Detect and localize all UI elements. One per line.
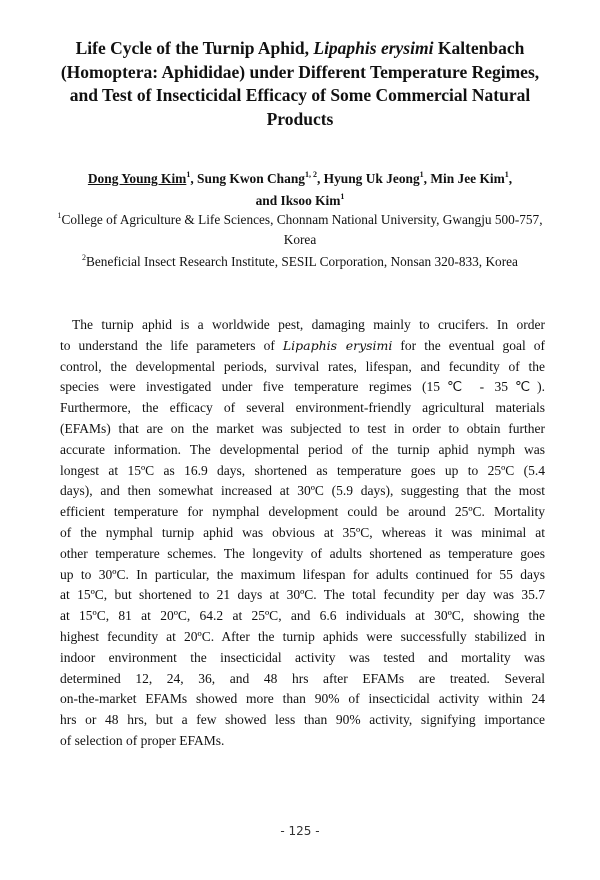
abstract-line bbox=[60, 419, 545, 440]
affiliation-marker: 2 bbox=[82, 253, 87, 262]
author bbox=[88, 171, 190, 186]
abstract-line bbox=[60, 377, 545, 398]
author-name: Dong Young Kim bbox=[87, 171, 187, 186]
author bbox=[430, 171, 508, 186]
abstract-text: of selection of proper EFAMs. bbox=[60, 732, 225, 748]
abstract-line bbox=[60, 398, 545, 419]
abstract-text: efficient temperature for nymphal development could be around 25ºC. Mortality bbox=[60, 504, 545, 520]
abstract-line bbox=[60, 481, 545, 502]
author bbox=[197, 171, 317, 186]
author-name: Sung Kwon Chang bbox=[197, 171, 305, 186]
author-list: Dong Young Kim$^1$, Sung Kwon Chang$^{1, 2}$, Hyung Uk Jeong$^1$, Min Jee Kim$^1$, and Iksoo Kim$^1$ bbox=[87, 170, 513, 208]
affiliation-text: College of Agriculture & Life Sciences, Chonnam National University, Gwangju 500-757, Korea bbox=[61, 212, 543, 247]
abstract-line bbox=[60, 502, 545, 523]
author-affiliation-marker: 1 bbox=[340, 192, 345, 201]
abstract-text: of the nymphal turnip aphid was obvious at 35ºC, whereas it was minimal at bbox=[60, 524, 545, 540]
author-affiliation-marker: 1 bbox=[186, 170, 191, 179]
author-name: Iksoo Kim bbox=[280, 193, 341, 208]
author-affiliation-marker: 1, 2 bbox=[304, 170, 317, 179]
abstract bbox=[60, 315, 545, 752]
affiliation-marker: 1 bbox=[57, 211, 62, 220]
abstract-text: other temperature schemes. The longevity of adults shortened as temperature goes bbox=[60, 545, 545, 561]
abstract-text: up to 30ºC. In particular, the maximum lifespan for adults continued for 55 days bbox=[60, 566, 545, 582]
affiliation-1 bbox=[40, 210, 560, 250]
abstract-line bbox=[60, 648, 545, 669]
abstract-text: determined 12, 24, 36, and 48 hrs after EFAMs are treated. Several bbox=[60, 670, 545, 686]
author-name: Min Jee Kim bbox=[430, 171, 505, 186]
abstract-text: (EFAMs) that are on the market was subjected to test in order to obtain further bbox=[60, 420, 545, 436]
title-part-1: Life Cycle of the Turnip Aphid, bbox=[75, 38, 314, 58]
author-affiliation-marker: 1 bbox=[504, 170, 509, 179]
abstract-text: at 15ºC, 81 at 20ºC, 64.2 at 25ºC, and 6.6 individuals at 30ºC, showing the bbox=[60, 608, 545, 624]
abstract-line bbox=[60, 315, 545, 336]
abstract-species-name: Lipaphis erysimi bbox=[282, 337, 393, 353]
affiliation-text: Beneficial Insect Research Institute, SESIL Corporation, Nonsan 320-833, Korea bbox=[86, 254, 518, 269]
abstract-line bbox=[60, 357, 545, 378]
author bbox=[324, 171, 424, 186]
abstract-text: on-the-market EFAMs showed more than 90% of insecticidal activity within 24 bbox=[60, 691, 545, 707]
abstract-text: days), and then somewhat increased at 30ºC (5.9 days), suggesting that the most bbox=[60, 483, 545, 499]
paper-title bbox=[50, 37, 550, 131]
abstract-line bbox=[60, 606, 545, 627]
abstract-text: at 15ºC, but shortened to 21 days at 30ºC. The total fecundity per day was 35.7 bbox=[60, 587, 545, 603]
abstract-line bbox=[60, 710, 545, 731]
author-affiliation-marker: 1 bbox=[419, 170, 424, 179]
author-name: Hyung Uk Jeong bbox=[323, 171, 420, 186]
abstract-line bbox=[60, 731, 545, 752]
abstract-text: accurate information. The developmental period of the turnip aphid nymph was bbox=[60, 441, 545, 457]
abstract-text: control, the developmental periods, survival rates, lifespan, and fecundity of the bbox=[60, 358, 545, 374]
abstract-text: Furthermore, the efficacy of several environment-friendly agricultural materials bbox=[60, 400, 545, 416]
abstract-text: to understand the life parameters of bbox=[60, 337, 283, 353]
abstract-line bbox=[60, 565, 545, 586]
page-number: - 125 - bbox=[280, 824, 320, 838]
abstract-line bbox=[60, 461, 545, 482]
title-part-2: Kaltenbach (Homoptera: Aphididae) under Different Temperature Regimes, and Test of Insecticidal Efficacy of Some Commercial Natural Products bbox=[60, 38, 540, 129]
abstract-line bbox=[60, 689, 545, 710]
abstract-text: longest at 15ºC as 16.9 days, shortened as temperature goes up to 25ºC (5.4 bbox=[60, 462, 545, 478]
abstract-line bbox=[60, 544, 545, 565]
abstract-line bbox=[60, 440, 545, 461]
author bbox=[281, 193, 345, 208]
title-species: Lipaphis erysimi bbox=[313, 38, 434, 58]
abstract-line bbox=[60, 336, 545, 357]
abstract-text: The turnip aphid is a worldwide pest, damaging mainly to crucifers. In order bbox=[72, 317, 545, 332]
abstract-line bbox=[60, 669, 545, 690]
abstract-text: hrs or 48 hrs, but a few showed less than 90% activity, signifying importance bbox=[60, 712, 545, 728]
abstract-line bbox=[60, 585, 545, 606]
abstract-text: highest fecundity at 20ºC. After the turnip aphids were successfully stabilized in bbox=[60, 628, 545, 644]
abstract-text: indoor environment the insecticidal activity was tested and mortality was bbox=[60, 649, 545, 665]
abstract-text: species were investigated under five temperature regimes (15℃ - 35℃). bbox=[60, 379, 545, 395]
abstract-line bbox=[60, 627, 545, 648]
abstract-text: for the eventual goal of bbox=[392, 337, 545, 353]
affiliation-2 bbox=[40, 252, 560, 272]
abstract-line bbox=[60, 523, 545, 544]
